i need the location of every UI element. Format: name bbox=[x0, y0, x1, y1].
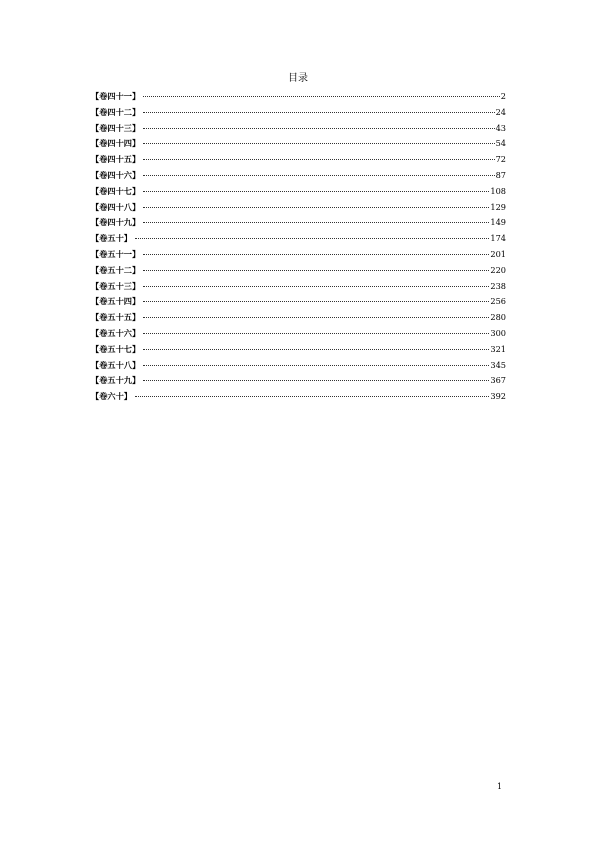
toc-entry-label: 【卷四十二】 bbox=[91, 106, 141, 117]
toc-entry-label: 【卷五十】 bbox=[91, 233, 132, 244]
toc-entry[interactable] bbox=[91, 342, 506, 358]
toc-entry[interactable] bbox=[91, 389, 506, 405]
toc-dot-leader bbox=[143, 191, 489, 192]
toc-entry-label: 【卷五十八】 bbox=[91, 359, 141, 370]
toc-dot-leader bbox=[143, 317, 489, 318]
toc-entry-page: 54 bbox=[495, 138, 506, 149]
toc-entry-page: 149 bbox=[490, 217, 506, 228]
toc-entry[interactable] bbox=[91, 326, 506, 342]
toc-entry-label: 【卷四十九】 bbox=[91, 217, 141, 228]
toc-entry[interactable] bbox=[91, 358, 506, 374]
toc-dot-leader bbox=[143, 112, 494, 113]
toc-dot-leader bbox=[143, 349, 489, 350]
toc-entry[interactable] bbox=[91, 231, 506, 247]
toc-entry[interactable] bbox=[91, 152, 506, 168]
page-number: 1 bbox=[497, 782, 503, 791]
toc-dot-leader bbox=[143, 254, 489, 255]
toc-entry-label: 【卷四十八】 bbox=[91, 201, 141, 212]
toc-entry-label: 【卷四十五】 bbox=[91, 154, 141, 165]
toc-entry-page: 108 bbox=[490, 185, 506, 196]
toc-entry[interactable] bbox=[91, 373, 506, 389]
toc-entry-label: 【卷四十一】 bbox=[91, 91, 141, 101]
toc-entry-page: 24 bbox=[495, 106, 506, 117]
toc-dot-leader bbox=[143, 207, 489, 208]
toc-dot-leader bbox=[143, 286, 489, 287]
toc-entry-label: 【卷四十七】 bbox=[91, 185, 141, 196]
toc-entry-label: 【卷四十六】 bbox=[91, 169, 141, 180]
toc-entry[interactable] bbox=[91, 294, 506, 310]
toc-entry[interactable] bbox=[91, 200, 506, 216]
toc-entry-page: 256 bbox=[490, 296, 506, 307]
toc-entry-label: 【卷五十九】 bbox=[91, 375, 141, 386]
toc-dot-leader bbox=[143, 128, 494, 129]
toc-dot-leader bbox=[143, 380, 489, 381]
toc-dot-leader bbox=[143, 159, 494, 160]
toc-entry[interactable] bbox=[91, 279, 506, 295]
toc-entry-page: 238 bbox=[490, 280, 506, 291]
toc-dot-leader bbox=[143, 301, 489, 302]
toc-entry[interactable] bbox=[91, 168, 506, 184]
toc-dot-leader bbox=[135, 238, 489, 239]
toc-entry-page: 174 bbox=[490, 233, 506, 244]
toc-entry[interactable] bbox=[91, 247, 506, 263]
toc-dot-leader bbox=[143, 175, 494, 176]
toc-entry-page: 367 bbox=[490, 375, 506, 386]
toc-entry-page: 201 bbox=[490, 248, 506, 259]
toc-entry[interactable] bbox=[91, 184, 506, 200]
toc-entry-page: 392 bbox=[490, 391, 506, 402]
toc-entry-page: 280 bbox=[490, 312, 506, 323]
toc-entry-page: 321 bbox=[490, 343, 506, 354]
toc-entry[interactable] bbox=[91, 215, 506, 231]
toc-dot-leader bbox=[135, 396, 489, 397]
toc-entry-page: 43 bbox=[495, 122, 506, 133]
toc-entry-label: 【卷五十七】 bbox=[91, 343, 141, 354]
toc-entry-label: 【卷五十六】 bbox=[91, 327, 141, 338]
toc-entry-page: 87 bbox=[495, 169, 506, 180]
toc-dot-leader bbox=[143, 333, 489, 334]
toc-dot-leader bbox=[143, 143, 494, 144]
toc-entry-label: 【卷六十】 bbox=[91, 391, 132, 402]
toc-entry-page: 2 bbox=[500, 91, 506, 101]
toc-entry-label: 【卷四十三】 bbox=[91, 122, 141, 133]
toc-entry[interactable] bbox=[91, 121, 506, 137]
toc-entry[interactable] bbox=[91, 89, 506, 105]
toc-list bbox=[91, 89, 506, 405]
toc-entry[interactable] bbox=[91, 310, 506, 326]
toc-entry-label: 【卷五十一】 bbox=[91, 248, 141, 259]
toc-entry-page: 129 bbox=[490, 201, 506, 212]
toc-entry-page: 220 bbox=[490, 264, 506, 275]
toc-entry-page: 72 bbox=[495, 154, 506, 165]
toc-entry[interactable] bbox=[91, 105, 506, 121]
toc-entry-label: 【卷五十三】 bbox=[91, 280, 141, 291]
toc-dot-leader bbox=[143, 96, 500, 97]
toc-dot-leader bbox=[143, 270, 489, 271]
toc-entry-page: 300 bbox=[490, 327, 506, 338]
toc-entry-page: 345 bbox=[490, 359, 506, 370]
toc-entry-label: 【卷四十四】 bbox=[91, 138, 141, 149]
toc-entry[interactable] bbox=[91, 136, 506, 152]
toc-entry[interactable] bbox=[91, 263, 506, 279]
toc-dot-leader bbox=[143, 222, 489, 223]
toc-entry-label: 【卷五十四】 bbox=[91, 296, 141, 307]
toc-title: 目录 bbox=[288, 73, 308, 84]
toc-entry-label: 【卷五十五】 bbox=[91, 312, 141, 323]
toc-entry-label: 【卷五十二】 bbox=[91, 264, 141, 275]
toc-dot-leader bbox=[143, 365, 489, 366]
